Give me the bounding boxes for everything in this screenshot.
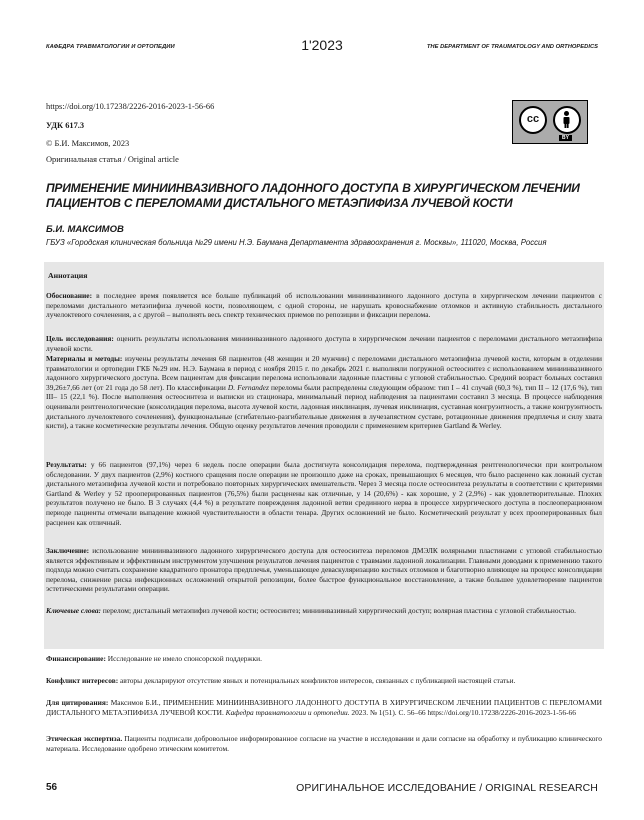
article-title: ПРИМЕНЕНИЕ МИНИИНВАЗИВНОГО ЛАДОННОГО ДОСТУПА В ХИРУРГИЧЕСКОМ ЛЕЧЕНИИ ПАЦИЕНТОВ С ПЕРЕЛОМАМИ ДИСТАЛЬНОГО МЕТАЭПИФИЗА ЛУЧЕВОЙ КОСТИ [46,181,580,210]
keywords-section [46,606,602,616]
abstract-results-section [46,460,602,527]
citation-section [46,698,602,717]
by-label: BY [559,135,572,141]
funding-section [46,654,602,664]
section-text: оценить результаты использования миниинвазивного ладонного доступа в хирургическом лечении пациентов с переломами дистального метаэпифиза лучевой кости. [46,334,602,353]
doi-link[interactable]: https://doi.org/10.17238/2226-2016-2023-1-56-66 [46,102,215,111]
article-type: Оригинальная статья / Original article [46,155,179,164]
funding-text: Исследование не имело спонсорской поддержки. [105,654,262,663]
conflict-section [46,676,602,686]
section-label: Заключение: [46,546,90,555]
section-label: Материалы и методы: [46,354,123,363]
ethics-section [46,734,602,753]
page-footer [46,782,598,802]
journal-name-ru: КАФЕДРА ТРАВМАТОЛОГИИ И ОРТОПЕДИИ [46,44,175,50]
abstract-conclusion-section [46,546,602,594]
citation-label: Для цитирования: [46,698,109,707]
funding-label: Финансирование: [46,654,106,663]
running-header [46,37,598,56]
citation-text: Максимов Б.И., ПРИМЕНЕНИЕ МИНИИНВАЗИВНОГО ЛАДОННОГО ДОСТУПА В ХИРУРГИЧЕСКОМ ЛЕЧЕНИИ ПАЦИЕНТОВ С ПЕРЕЛОМАМИ ДИСТАЛЬНОГО МЕТАЭПИФИЗА ЛУЧЕВОЙ КОСТИ. [46,698,602,717]
citation-journal: Кафедра травматологии и ортопедии. [225,707,350,717]
cc-mark: cc [526,113,540,125]
section-label: Обоснование: [46,291,93,300]
cc-by-license-badge[interactable] [512,100,588,144]
classification-author: D. Fernandez [227,382,269,392]
abstract-heading: Аннотация [48,271,88,280]
citation-tail: 2023. № 1(51). С. 56–66 https://doi.org/10.17238/2226-2016-2023-1-56-66 [349,707,576,717]
keywords-label: Ключевые слова: [46,606,101,615]
creative-commons-icon [519,106,547,134]
author-name: Б.И. МАКСИМОВ [46,224,124,235]
section-label: Результаты: [46,460,87,469]
abstract-methods-section [46,354,602,431]
conflict-text: авторы декларируют отсутствие явных и потенциальных конфликтов интересов, связанных с публикацией настоящей статьи. [118,676,516,685]
journal-name-en: THE DEPARTMENT OF TRAUMATOLOGY AND ORTHOPEDICS [426,44,598,50]
section-text: у 66 пациентов (97,1%) через 6 недель после операции была достигнута консолидация перелома, подтвержденная рентгенологически при контрольном обследовании. У двух пациентов (2,9%) костного сращения после операции не произошло даже на сроках, превышающих 6 месяцев, что было расценено как ложный сустав дистального метаэпифиза лучевой кости и потребовало повторных хирургических вмешательств. Через 3 месяца после остеосинтеза результаты в соответствии с критериями Gartland & Werley у 52 прооперированных пациентов (76,5%) были расценены как отличные, у 14 (20,6%) - как хорошие, у 2 (2,9%) - как удовлетворительные. Плохих результатов получено не было. В 3 случаях (4,4 %) в результате повреждения ладонной ветви срединного нерва в процессе хирургического доступа в послеоперационном периоде пациенты отмечали выпадение кожной чувствительности в области тенара. Других осложнений не было. Косметический результат у всех прооперированных был расценен как отличный. [46,460,602,527]
abstract-background-section [46,291,602,320]
author-affiliation: ГБУЗ «Городская клиническая больница №29 имени Н.Э. Баумана Департамента здравоохранения г. Москвы», 111020, Москва, Россия [46,238,547,247]
ethics-label: Этическая экспертиза. [46,734,123,743]
keywords-text: перелом; дистальный метаэпифиз лучевой кости; остеосинтез; миниинвазивный хирургический доступ; волярная пластина с угловой стабильностью. [101,606,576,615]
copyright: © Б.И. Максимов, 2023 [46,139,130,148]
section-text-continued: переломы были распределены следующим образом: тип I – 41 случай (60,3 %), тип II – 12 (17,6 %), тип III– 15 (22,1 %). После выполнения остеосинтеза и выписки из стационара, минимальный период наблюдения за пациентами составил 3 месяца. В процессе наблюдения оценивали рентгенологические (консолидация перелома, высота лучевой кости, ладонная инклинация, лучевая инклинация, суставная конгруэнтность, а также конгруэнтность дистального лучелоктевого сочленения), функциональные (сгибательно-разгибательные движения в лучезапястном суставе, ротационные движения предплечья и силу хвата кисти), а также косметические результаты лечения. Общую оценку результатов лечения проводили с применением критериев Gartland & Werley. [46,382,602,431]
abstract-aim-section [46,334,602,353]
section-text: в последнее время появляется все больше публикаций об использовании миниинвазивного ладонного доступа в хирургическом лечении пациентов с переломами дистального метаэпифиза лучевой кости, позволяющем, с одной стороны, не нарушать кровоснабжение отломков и активную стабильность дистального лучелоктевого сочленения, а с другой – выполнять весь спектр технических приемов по репозиции и фиксации перелома. [46,291,602,320]
section-text: изучены результаты лечения 68 пациентов (48 женщин и 20 мужчин) с переломами дистального метаэпифиза лучевой кости, которым в отделении травматологии и ортопедии ГКБ №29 им. Н.Э. Баумана в период с ноября 2015 г. по декабрь 2021 г. выполняли погружной остеосинтез с использованием миниинвазивного ладонного хирургического доступа. Всем пациентам для фиксации перелома использовали ладонные пластины с угловой стабильностью. Средний возраст больных составил 39,26±7,66 лет (от 21 года до 58 лет). По классификации [46,354,602,392]
attribution-person-icon [553,106,581,134]
section-text: использование миниинвазивного ладонного хирургического доступа для остеосинтеза переломов ДМЭЛК волярными пластинами с угловой стабильностью является эффективным и эффективным инструментом улучшения результатов лечения пациентов с травмами ладонной локализации. Главными доводами к применению такого подхода можно считать сохранение квадратного пронатора предплечья, уменьшающее деваскуляризацию костных отломков и благотворно влияющее на процесс консолидации перелома, снижение риска инфекционных осложнений открытой репозиции, более быстрое функциональное восстановление, а также большее удовлетворение пациентов эстетическими результатами операции. [46,546,602,594]
section-label: Цель исследования: [46,334,114,343]
udc-code: УДК 617.3 [46,121,85,130]
section-label-footer: ОРИГИНАЛЬНОЕ ИССЛЕДОВАНИЕ / ORIGINAL RESEARCH [296,782,598,794]
page-number: 56 [46,782,58,793]
issue-number: 1'2023 [301,37,343,53]
ethics-text: Пациенты подписали добровольное информированное согласие на участие в исследовании и дали согласие на обработку и публикацию клинического материала. Исследование одобрено этическим комитетом. [46,734,602,753]
conflict-label: Конфликт интересов: [46,676,119,685]
